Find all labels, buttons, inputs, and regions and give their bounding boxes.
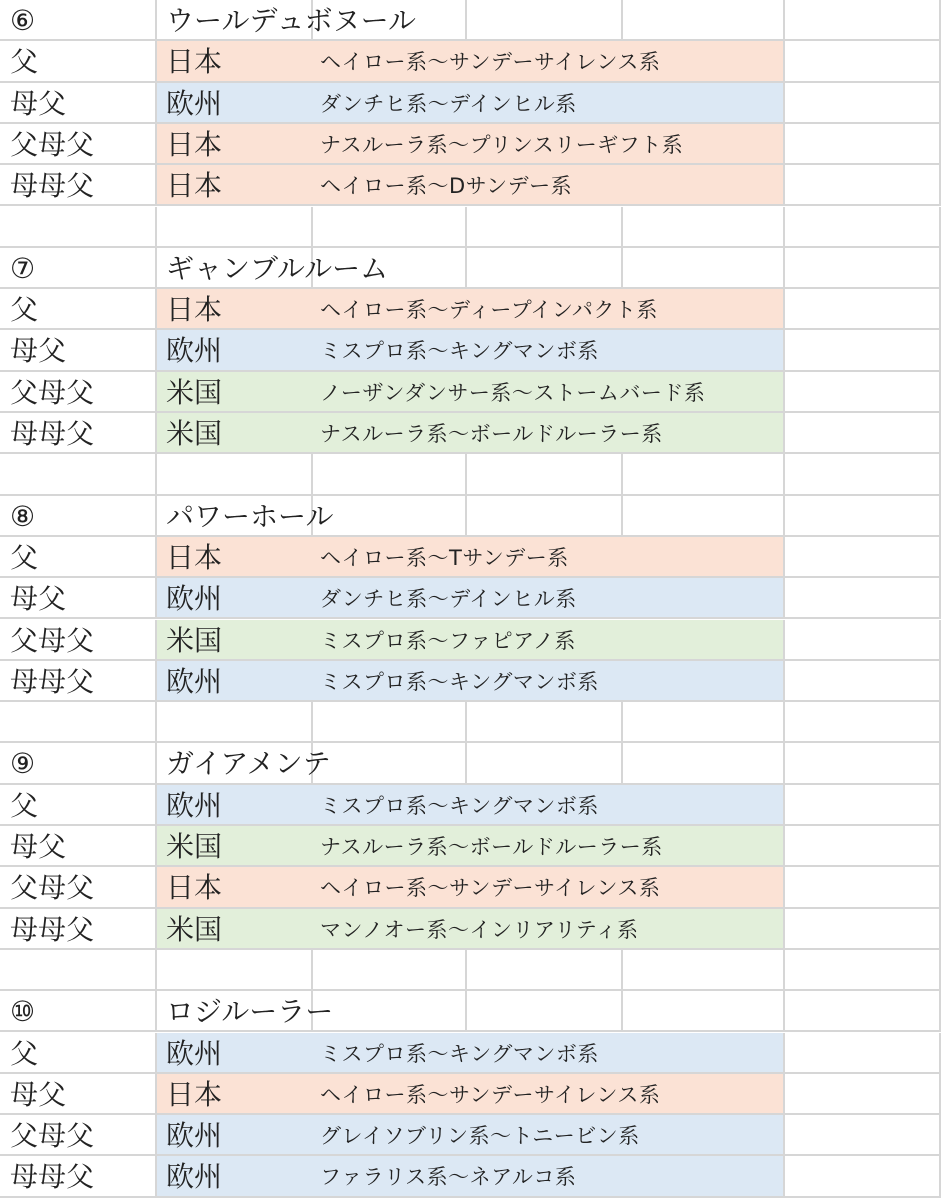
- empty-cell[interactable]: [785, 1074, 941, 1115]
- horse-name: ギャンブルルーム: [166, 251, 389, 285]
- lineage-text: ヘイロー系～サンデーサイレンス系: [320, 876, 661, 901]
- empty-cell[interactable]: [313, 454, 467, 495]
- relation-label: 母母父: [10, 169, 95, 203]
- empty-cell[interactable]: [785, 909, 941, 950]
- region-label: 欧州: [166, 788, 223, 822]
- empty-cell[interactable]: [467, 248, 623, 289]
- region-label: 欧州: [166, 664, 223, 698]
- empty-cell[interactable]: [785, 0, 941, 41]
- relation-label: 母母父: [10, 1160, 95, 1194]
- pedigree-row: [0, 413, 941, 454]
- region-label: 日本: [166, 169, 223, 203]
- section-number: ⑩: [10, 995, 36, 1029]
- pedigree-row: [0, 124, 941, 165]
- relation-label: 母母父: [10, 912, 95, 946]
- pedigree-row: [0, 330, 941, 371]
- empty-cell[interactable]: [785, 743, 941, 784]
- empty-cell[interactable]: [467, 743, 623, 784]
- lineage-text: ノーザンダンサー系～ストームバード系: [320, 380, 706, 405]
- pedigree-row: [0, 620, 941, 661]
- spacer-row: [0, 454, 941, 495]
- empty-cell[interactable]: [313, 991, 467, 1032]
- relation-label: 父母父: [10, 375, 95, 409]
- region-label: 欧州: [166, 1160, 223, 1194]
- pedigree-row: [0, 1033, 941, 1074]
- lineage-text: ナスルーラ系～ボールドルーラー系: [320, 835, 663, 859]
- section-number: ⑦: [10, 251, 36, 285]
- empty-cell[interactable]: [0, 950, 157, 991]
- region-label: 欧州: [166, 86, 223, 120]
- pedigree-row: [0, 372, 941, 413]
- pedigree-row: [0, 1074, 941, 1115]
- empty-cell[interactable]: [785, 1156, 941, 1197]
- empty-cell[interactable]: [785, 991, 941, 1032]
- lineage-text: ナスルーラ系～プリンスリーギフト系: [320, 132, 684, 157]
- empty-cell[interactable]: [0, 702, 157, 743]
- pedigree-row: [0, 83, 941, 124]
- empty-cell[interactable]: [785, 372, 941, 413]
- pedigree-row: [0, 1115, 941, 1156]
- empty-cell[interactable]: [785, 1033, 941, 1074]
- relation-label: 母父: [10, 86, 67, 120]
- region-label: 米国: [166, 375, 223, 409]
- region-label: 日本: [166, 540, 223, 574]
- empty-cell[interactable]: [785, 248, 941, 289]
- lineage-text: ヘイロー系～Tサンデー系: [320, 545, 569, 570]
- section-header-row: [0, 248, 941, 289]
- section-header-row: [0, 991, 941, 1032]
- region-label: 日本: [166, 871, 223, 905]
- pedigree-row: [0, 826, 941, 867]
- relation-label: 父母父: [10, 871, 95, 905]
- empty-cell[interactable]: [623, 454, 785, 495]
- lineage-text: ミスプロ系～キングマンボ系: [320, 339, 599, 364]
- pedigree-row: [0, 785, 941, 826]
- empty-cell[interactable]: [623, 743, 785, 784]
- region-label: 日本: [166, 45, 223, 79]
- empty-cell[interactable]: [785, 413, 941, 454]
- region-label: 日本: [166, 1077, 223, 1111]
- spacer-row: [0, 950, 941, 991]
- empty-cell[interactable]: [785, 124, 941, 165]
- empty-cell[interactable]: [0, 207, 157, 248]
- empty-cell[interactable]: [157, 702, 313, 743]
- pedigree-row: [0, 909, 941, 950]
- lineage-text: ミスプロ系～キングマンボ系: [320, 1041, 599, 1066]
- relation-label: 父母父: [10, 127, 95, 161]
- empty-cell[interactable]: [623, 248, 785, 289]
- section-number: ⑥: [10, 4, 36, 37]
- relation-label: 父: [10, 45, 39, 79]
- lineage-text: ミスプロ系～キングマンボ系: [320, 793, 599, 818]
- region-label: 日本: [166, 127, 223, 161]
- section-header-row: [0, 0, 941, 41]
- lineage-text: グレイソブリン系～トニービン系: [320, 1124, 640, 1149]
- region-label: 欧州: [166, 582, 223, 616]
- lineage-text: ミスプロ系～キングマンボ系: [320, 669, 599, 694]
- empty-cell[interactable]: [785, 83, 941, 124]
- relation-label: 母母父: [10, 664, 95, 698]
- relation-label: 母父: [10, 1077, 67, 1111]
- empty-cell[interactable]: [785, 826, 941, 867]
- pedigree-row: [0, 867, 941, 908]
- empty-cell[interactable]: [467, 950, 623, 991]
- section-header-row: [0, 743, 941, 784]
- relation-label: 母父: [10, 334, 67, 368]
- empty-cell[interactable]: [157, 207, 313, 248]
- lineage-text: ヘイロー系～ディープインパクト系: [320, 298, 658, 323]
- region-label: 欧州: [166, 1119, 223, 1153]
- pedigree-row: [0, 661, 941, 702]
- empty-cell[interactable]: [785, 165, 941, 206]
- region-label: 米国: [166, 623, 223, 657]
- lineage-text: ヘイロー系～Dサンデー系: [320, 174, 573, 199]
- empty-cell[interactable]: [785, 1115, 941, 1156]
- relation-label: 父母父: [10, 1119, 95, 1153]
- empty-cell[interactable]: [785, 578, 941, 619]
- region-label: 欧州: [166, 334, 223, 368]
- relation-label: 母母父: [10, 417, 95, 450]
- empty-cell[interactable]: [785, 454, 941, 495]
- pedigree-row: [0, 41, 941, 82]
- lineage-text: マンノオー系～インリアリティ系: [320, 917, 639, 942]
- section-number: ⑧: [10, 499, 36, 533]
- relation-label: 父: [10, 540, 39, 574]
- empty-cell[interactable]: [623, 0, 785, 41]
- empty-cell[interactable]: [467, 702, 623, 743]
- empty-cell[interactable]: [313, 950, 467, 991]
- horse-name: ガイアメンテ: [166, 747, 331, 781]
- region-label: 欧州: [166, 1036, 223, 1070]
- horse-name: ロジルーラー: [166, 995, 334, 1029]
- pedigree-row: [0, 165, 941, 206]
- empty-cell[interactable]: [785, 661, 941, 702]
- empty-cell[interactable]: [313, 496, 467, 537]
- pedigree-row: [0, 289, 941, 330]
- empty-cell[interactable]: [785, 496, 941, 537]
- empty-cell[interactable]: [157, 454, 313, 495]
- empty-cell[interactable]: [313, 207, 467, 248]
- horse-name: ウールデュボヌール: [166, 4, 417, 37]
- region-label: 米国: [166, 830, 223, 863]
- empty-cell[interactable]: [467, 454, 623, 495]
- section-number: ⑨: [10, 747, 36, 781]
- region-label: 米国: [166, 417, 223, 450]
- empty-cell[interactable]: [313, 743, 467, 784]
- empty-cell[interactable]: [785, 620, 941, 661]
- section-header-row: [0, 496, 941, 537]
- empty-cell[interactable]: [0, 454, 157, 495]
- empty-cell[interactable]: [785, 330, 941, 371]
- region-label: 米国: [166, 912, 223, 946]
- relation-label: 父: [10, 293, 39, 327]
- lineage-text: ミスプロ系～ファピアノ系: [320, 628, 576, 653]
- spacer-row: [0, 702, 941, 743]
- lineage-text: ナスルーラ系～ボールドルーラー系: [320, 422, 663, 446]
- empty-cell[interactable]: [623, 991, 785, 1032]
- empty-cell[interactable]: [785, 702, 941, 743]
- lineage-text: ファラリス系～ネアルコ系: [320, 1165, 577, 1190]
- empty-cell[interactable]: [785, 537, 941, 578]
- empty-cell[interactable]: [467, 207, 623, 248]
- relation-label: 父: [10, 1036, 39, 1070]
- lineage-text: ヘイロー系～サンデーサイレンス系: [320, 50, 661, 75]
- pedigree-row: [0, 537, 941, 578]
- lineage-text: ヘイロー系～サンデーサイレンス系: [320, 1082, 661, 1107]
- empty-cell[interactable]: [623, 207, 785, 248]
- empty-cell[interactable]: [785, 950, 941, 991]
- empty-cell[interactable]: [157, 950, 313, 991]
- region-label: 日本: [166, 293, 223, 327]
- empty-cell[interactable]: [623, 496, 785, 537]
- relation-label: 母父: [10, 830, 67, 863]
- spacer-row: [0, 207, 941, 248]
- empty-cell[interactable]: [467, 991, 623, 1032]
- relation-label: 父母父: [10, 623, 95, 657]
- empty-cell[interactable]: [785, 867, 941, 908]
- empty-cell[interactable]: [785, 207, 941, 248]
- horse-name: パワーホール: [166, 499, 334, 533]
- empty-cell[interactable]: [467, 496, 623, 537]
- empty-cell[interactable]: [623, 950, 785, 991]
- lineage-text: ダンチヒ系～デインヒル系: [320, 91, 577, 116]
- lineage-text: ダンチヒ系～デインヒル系: [320, 587, 577, 612]
- empty-cell[interactable]: [313, 702, 467, 743]
- pedigree-row: [0, 1156, 941, 1197]
- pedigree-row: [0, 578, 941, 619]
- empty-cell[interactable]: [785, 785, 941, 826]
- relation-label: 母父: [10, 582, 67, 616]
- empty-cell[interactable]: [623, 702, 785, 743]
- empty-cell[interactable]: [467, 0, 623, 41]
- relation-label: 父: [10, 788, 39, 822]
- empty-cell[interactable]: [785, 289, 941, 330]
- empty-cell[interactable]: [785, 41, 941, 82]
